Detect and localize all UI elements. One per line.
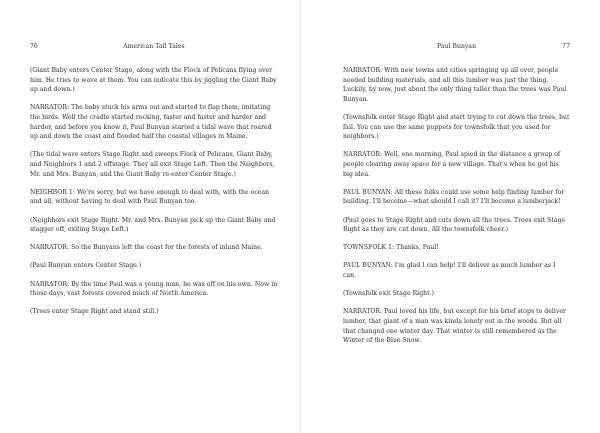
left-paragraph: (Neighbors exit Stage Right. Mr. and Mrs. Bunyan pick up the Giant Baby and stagger off, exiting Stage Left.) [30, 216, 276, 234]
right-paragraph: (Townsfolk exit Stage Right.) [343, 290, 435, 298]
right-paragraph: PAUL BUNYAN: I'm glad I can help! I'll deliver as much lumber as I can. [343, 262, 556, 280]
right-paragraph: TOWNSFOLK 1: Thanks, Paul! [343, 244, 439, 252]
left-paragraph: (Giant Baby enters Center Stage, along with the Flock of Pelicans flying over him. He tries to wave at them. You can indicate this by jiggling the Giant Baby up and down.) [30, 67, 277, 94]
left-paragraph: NEIGHBOR 1: We're sorry, but we have enough to deal with, with the ocean and all, without having to deal with Paul Bunyan too. [30, 188, 270, 206]
left-paragraph: (Trees enter Stage Right and stand still.) [30, 308, 159, 316]
left-paragraph: NARRATOR: So the Bunyans left the coast for the forests of inland Maine. [30, 244, 263, 252]
left-page-number: 76 [30, 43, 38, 50]
right-paragraph: NARRATOR: Paul loved his life, but except for his brief stops to deliver lumber, that giant of a man was kinda lonely out in the woods. But all that changed one winter day. That winter is still remembered as the Winter of the Blue Snow. [343, 308, 567, 345]
right-paragraph: PAUL BUNYAN: All these folks could use some help finding lumber for building. I'll become—what should I call it? I'll become a lumberjack! [343, 188, 565, 206]
right-paragraph: NARRATOR: With new towns and cities springing up all over, people needed building materials, and all this lumber was just the thing. Luckily, by now, just about the only thing taller than the trees was Paul Bunyan. [343, 67, 567, 103]
right-paragraph: (Townsfolk enter Stage Right and start trying to cut down the trees, but fail. You can use the same puppets for townsfolk that you used for neighbors.) [343, 113, 570, 141]
left-page-header [30, 43, 278, 53]
right-page-header [343, 43, 570, 53]
right-running-head: Paul Bunyan [436, 43, 477, 50]
left-paragraph: (Paul Bunyan enters Center Stage.) [30, 262, 142, 270]
left-paragraph: NARRATOR: The baby stuck his arms out and started to flap them, imitating the birds. Well the cradle started rocking, faster and faster and harder and harder, and before you know it, Paul Bunyan started a tidal wave that roared up and down the coast and flooded half the coastal villages in Maine. [30, 104, 272, 141]
right-paragraph: (Paul goes to Stage Right and cuts down all the trees. Trees exit Stage Right as they are cut down. All the townsfolk cheer.) [343, 216, 566, 234]
left-paragraph: NARRATOR: By the time Paul was a young man, he was off on his own. Now in those days, vast forests covered much of North America. [30, 280, 278, 298]
right-page-number: 77 [562, 43, 570, 50]
left-page-body [30, 66, 278, 326]
right-page-body [343, 66, 570, 354]
right-paragraph: NARRATOR: Well, one morning, Paul spied in the distance a group of people clearing away space for a new village. That's when he got his big idea. [343, 151, 561, 178]
left-paragraph: (The tidal wave enters Stage Right and sweeps Flock of Pelicans, Giant Baby, and Neighbors 1 and 2 offstage. They all exit Stage Left. Then the Neighbors, Mr. and Mrs. Bunyan, and the Giant Baby re-enter Center Stage.) [30, 151, 275, 178]
right-page [300, 0, 600, 433]
left-running-head: American Tall Tales [123, 43, 185, 50]
